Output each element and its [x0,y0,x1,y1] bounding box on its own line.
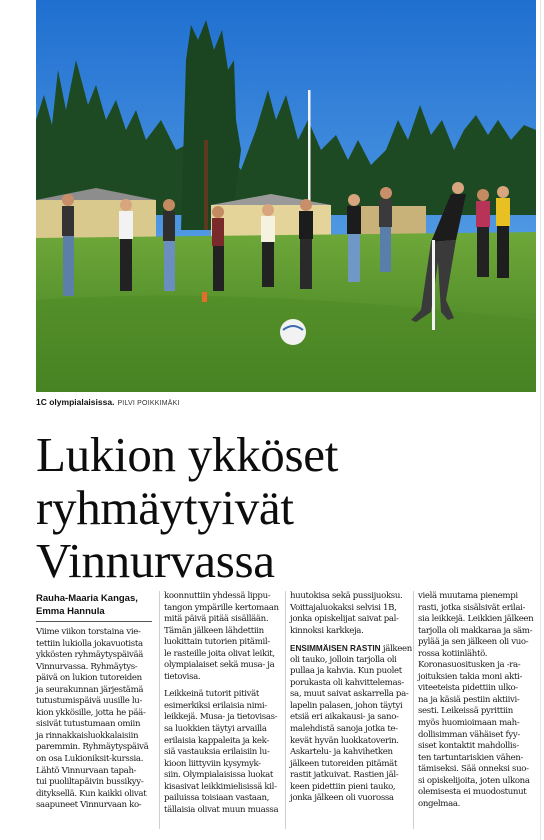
article-column-1 [36,627,160,812]
article-text-line: tämiseksi. Sää onneksi suo- [418,764,529,775]
cone [202,292,207,302]
byline [36,592,156,618]
article-text-line: esimerkiksi erilaisia nimi- [164,700,267,711]
article-text-line: Koronasuositusken ja -ra- [418,660,521,671]
photo-caption [36,397,536,407]
article-text-line: erilaisia kappaleita ja kek- [164,735,269,746]
article-text-line: kevät hyvän luokkatoverin. [290,735,399,746]
article-text-line: tettiin lukiolla jokavuotista [36,638,143,649]
caption-text: 1C olympialaisissa. [36,397,115,407]
article-photo [36,0,536,392]
article-text-line: siset kontaktit mahdollis- [418,741,519,752]
article-text-line: rossa kotiinlähtö. [418,648,488,659]
article-text-line: päivä on lukion tutoreiden [36,673,142,684]
article-text-line: rasti, jotka sisälsivät erilai- [418,602,526,613]
article-text-line: sisivät tutustumaan omiin [36,719,141,730]
article-text-line: sa, muut saivat askarrella pa- [290,689,409,700]
author-name: Emma Hannula [36,606,105,617]
article-text-line: on osa Lukioniksit-kurssia. [36,754,144,765]
article-text-line: Askartelu- ja kahvihetken [290,747,393,758]
article-text-line: jälkeen tutoreiden pitämät [290,758,398,769]
article-text-line: ja rinnakkaisluokkalaisiin [36,730,139,741]
article-text-line: Lähtö Vinnurvaan tapah- [36,765,137,776]
article-text-line: siä vastauksia erilaisiin lu- [164,747,270,758]
photo-illustration [36,0,536,392]
article-text-line: joituksien takia moni akti- [418,671,523,682]
article-text-line: vielä muutama pienempi [418,591,518,601]
article-text-line: kioon liittyviin kysymyk- [164,758,261,769]
article-text-line: dollisimman vähäiset fyy- [418,729,520,740]
article-text-line: Viime viikon torstaina vie- [36,627,141,637]
article-text-line: siin. Olympialaisissa luokat [164,770,273,781]
article-text-line: pailuissa toisiaan vastaan, [164,793,270,804]
article-text-line: olympialaiset sekä musa- ja [164,660,275,671]
article-text-line: Vinnurvassa. Ryhmäytys- [36,661,138,672]
article-text-line: ENSIMMÄISEN RASTIN jälkeen [290,644,412,655]
article-text-line: Voittajaluokaksi selvisi 1B, [290,602,397,613]
article-text-line: sa luokkien täytyi arvailla [164,724,267,735]
article-text-line: keen pidettiin pieni tauko, [290,781,396,792]
author-name: Rauha-Maaria Kangas, [36,593,138,604]
article-text-line: malehdistä sanoja jotka te- [290,724,398,735]
ball [280,319,306,345]
article-text-line: saapuneet Vinnurvaan ko- [36,800,142,811]
article-text-line: etsiä eri aikakausi- ja sano- [290,712,399,723]
article-text-line: luokittain tutorien pitämil- [164,637,270,648]
article-text-line: rastit jatkuivat. Rastien jäl- [290,770,399,781]
building [36,200,156,240]
article-text-line: ongelmaa. [418,798,461,809]
subhead-lead: ENSIMMÄISEN RASTIN [290,644,381,654]
article-text-line: pylää ja sen jälkeen oli vuo- [418,637,529,648]
article-text-line: viteeteista pidettiin ulko- [418,683,518,694]
article-text-line: sesti. Leikeissä pyrittiin [418,706,513,717]
article-text-line: kion ykkösille, jotta he pää- [36,707,146,718]
article-text-line: leikkejä. Musa- ja tietovisas- [164,712,278,723]
article-text-line: oli tauko, jolloin tarjolla oli [290,654,397,665]
headline-line: ryhmäytyivät [36,480,294,535]
article-column-3 [290,591,414,805]
article-text-line: na ja käsiä pestiin aktiivi- [418,694,520,705]
headline-line: Lukion ykköset [36,427,339,482]
article-text-line: porukasta oli kahvittelemas- [290,677,404,688]
article-text-line: ten tartuntariskien vähen- [418,752,524,763]
article-text-line: mitä päivä pitää sisällään. [164,614,269,625]
article-text-line: kisasivat leikkimielisissä kil- [164,781,277,792]
article-text-line: koonnuttiin yhdessä lippu- [164,591,271,601]
article-text-line: ykkösten ryhmäytyspäivää [36,650,144,661]
article-text-line: pullaa ja kahvia. Kun puolet [290,666,402,677]
byline-rule [36,621,152,622]
article-text-line: huutokisa sekä pussijuoksu. [290,591,403,601]
article-text-line: jonka opiskelijat saivat pal- [290,614,399,625]
tree-trunk [204,140,208,230]
article-text-line: le rasteille joita olivat leikit, [164,648,275,659]
article-column-4 [418,591,542,810]
article-text-line: lapelin palasen, johon täytyi [290,700,403,711]
article-text-line: paremmin. Ryhmäytyspäivä [36,742,149,753]
article-text-line: sia leikkejä. Leikkien jälkeen [418,614,534,625]
article-text-line: Tämän jälkeen lähdettiin [164,625,264,636]
article-text-line: tällaisia olivat muun muassa [164,804,279,815]
article-text-line: jonka jälkeen oli vuorossa [290,793,394,804]
article-text-line: tarjolla oli makkaraa ja säm- [418,625,533,636]
article-text-line: tutustumispäivä uusille lu- [36,696,143,707]
article-text-line: Leikkeinä tutorit pitivät [164,689,259,700]
article-text-line: olemisesta ei muodostunut [418,787,527,798]
photo-credit: PILVI POIKKIMÄKI [117,400,180,407]
article-text-line: ja seurakunnan järjestämä [36,684,144,695]
headline [36,428,536,587]
article-text-line: kinnoksi karkkeja. [290,625,364,636]
article-text-line: dityksellä. Kun kaikki olivat [36,788,147,799]
article-column-2 [164,591,288,816]
article-text-line: tietovisa. [164,671,201,682]
article-text-line: si opiskelijoita, joten ulkona [418,775,530,786]
article-text-line: myös huomioimaan mah- [418,718,520,729]
article-text-line: tui puoliltapäivin bussikyy- [36,777,144,788]
headline-line: Vinnurvassa [36,533,275,588]
article-text-line: tangon ympärille kertomaan [164,602,279,613]
